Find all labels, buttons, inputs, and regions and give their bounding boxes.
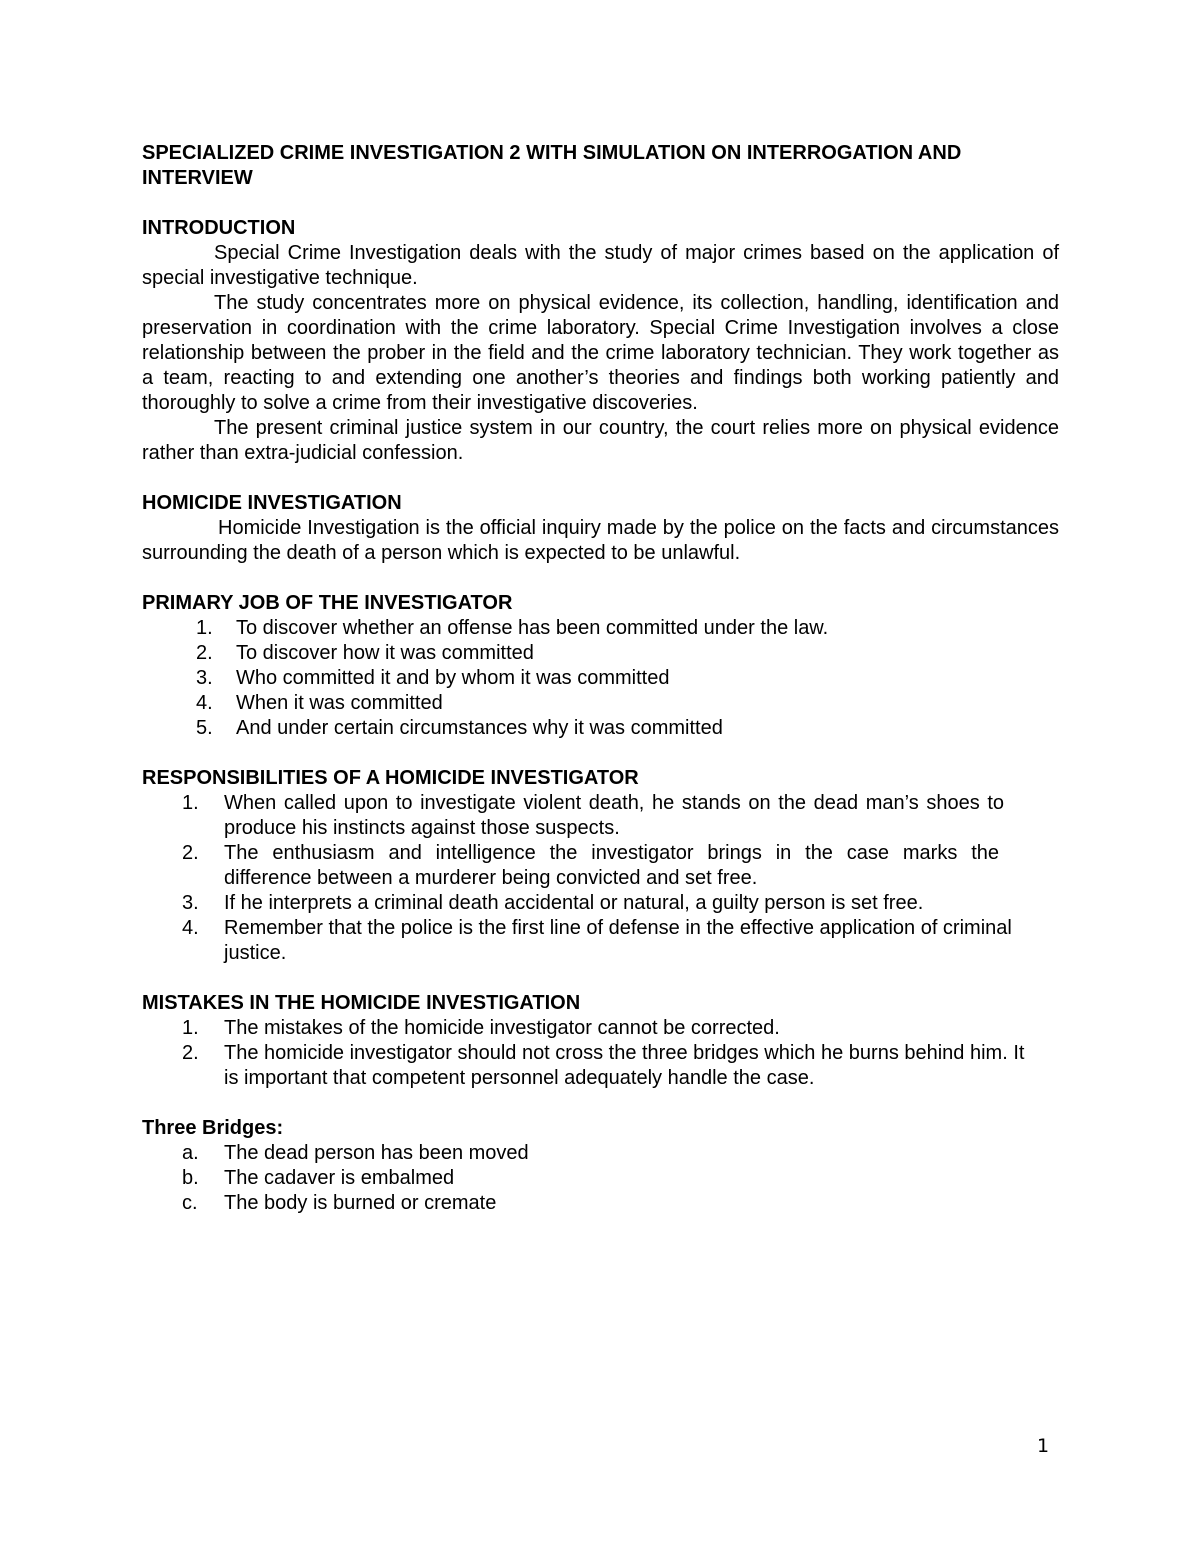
list-marker: 1. (182, 792, 199, 814)
list-item-text: The cadaver is embalmed (224, 1167, 455, 1189)
list-item (142, 616, 1059, 641)
primary-job-heading: PRIMARY JOB OF THE INVESTIGATOR (142, 592, 513, 614)
homicide-investigation-heading: HOMICIDE INVESTIGATION (142, 492, 402, 514)
mistakes-heading: MISTAKES IN THE HOMICIDE INVESTIGATION (142, 992, 581, 1014)
list-item-text: The homicide investigator should not cross the three bridges which he burns behind him. It is important that competent personnel adequately handle the case. (224, 1042, 1025, 1089)
list-item-text: And under certain circumstances why it was committed (236, 717, 723, 739)
spacer (142, 1091, 1059, 1116)
list-marker: 2. (196, 642, 213, 664)
list-marker: c. (182, 1192, 198, 1214)
three-bridges-list (142, 1141, 1059, 1216)
list-item (142, 691, 1059, 716)
list-item (142, 716, 1059, 741)
list-marker: 2. (182, 842, 199, 864)
list-marker: b. (182, 1167, 199, 1189)
list-item (142, 1041, 1059, 1091)
list-item (142, 1141, 1059, 1166)
list-marker: 1. (196, 617, 213, 639)
document-title: SPECIALIZED CRIME INVESTIGATION 2 WITH SIMULATION ON INTERROGATION AND INTERVIEW (142, 142, 962, 189)
list-marker: 5. (196, 717, 213, 739)
list-item-text: When called upon to investigate violent death, he stands on the dead man’s shoes to produce his instincts against those suspects. (224, 792, 1004, 839)
list-item (142, 666, 1059, 691)
list-item (142, 1016, 1059, 1041)
list-item-text: The dead person has been moved (224, 1142, 529, 1164)
mistakes-list (142, 1016, 1059, 1091)
spacer (142, 191, 1059, 216)
spacer (142, 566, 1059, 591)
primary-job-list (142, 616, 1059, 741)
list-marker: 2. (182, 1042, 199, 1064)
responsibilities-list (142, 791, 1059, 966)
list-marker: 4. (196, 692, 213, 714)
page-content (142, 141, 1059, 1216)
list-item-text: To discover how it was committed (236, 642, 534, 664)
list-marker: 3. (196, 667, 213, 689)
list-marker: 4. (182, 917, 199, 939)
list-item (142, 791, 1059, 841)
homicide-investigation-paragraph: Homicide Investigation is the official inquiry made by the police on the facts and circumstances surrounding the death of a person which is expected to be unlawful. (142, 517, 1059, 564)
list-marker: 3. (182, 892, 199, 914)
introduction-paragraph-3: The present criminal justice system in our country, the court relies more on physical evidence rather than extra-judicial confession. (142, 417, 1059, 464)
list-item-text: The mistakes of the homicide investigator cannot be corrected. (224, 1017, 780, 1039)
list-marker: 1. (182, 1017, 199, 1039)
list-item (142, 641, 1059, 666)
list-item (142, 1191, 1059, 1216)
spacer (142, 741, 1059, 766)
list-marker: a. (182, 1142, 199, 1164)
introduction-paragraph-1: Special Crime Investigation deals with the study of major crimes based on the application of special investigative technique. (142, 242, 1059, 289)
responsibilities-heading: RESPONSIBILITIES OF A HOMICIDE INVESTIGATOR (142, 767, 639, 789)
list-item-text: The enthusiasm and intelligence the investigator brings in the case marks the difference between a murderer being convicted and set free. (224, 842, 999, 889)
page-number: 1 (1037, 1435, 1050, 1457)
introduction-paragraph-2: The study concentrates more on physical evidence, its collection, handling, identification and preservation in coordination with the crime laboratory. Special Crime Investigation involves a close relationship between the prober in the field and the crime laboratory technician. They work together as a team, reacting to and extending one another’s theories and findings both working patiently and thoroughly to solve a crime from their investigative discoveries. (142, 292, 1059, 414)
introduction-heading: INTRODUCTION (142, 217, 296, 239)
list-item-text: To discover whether an offense has been committed under the law. (236, 617, 829, 639)
list-item (142, 916, 1059, 966)
three-bridges-heading: Three Bridges: (142, 1117, 284, 1139)
spacer (142, 966, 1059, 991)
list-item (142, 841, 1059, 891)
list-item-text: Remember that the police is the first line of defense in the effective application of criminal justice. (224, 917, 1012, 964)
list-item-text: When it was committed (236, 692, 443, 714)
list-item (142, 1166, 1059, 1191)
list-item-text: Who committed it and by whom it was committed (236, 667, 670, 689)
list-item-text: The body is burned or cremate (224, 1192, 497, 1214)
spacer (142, 466, 1059, 491)
list-item-text: If he interprets a criminal death accidental or natural, a guilty person is set free. (224, 892, 924, 914)
list-item (142, 891, 1059, 916)
